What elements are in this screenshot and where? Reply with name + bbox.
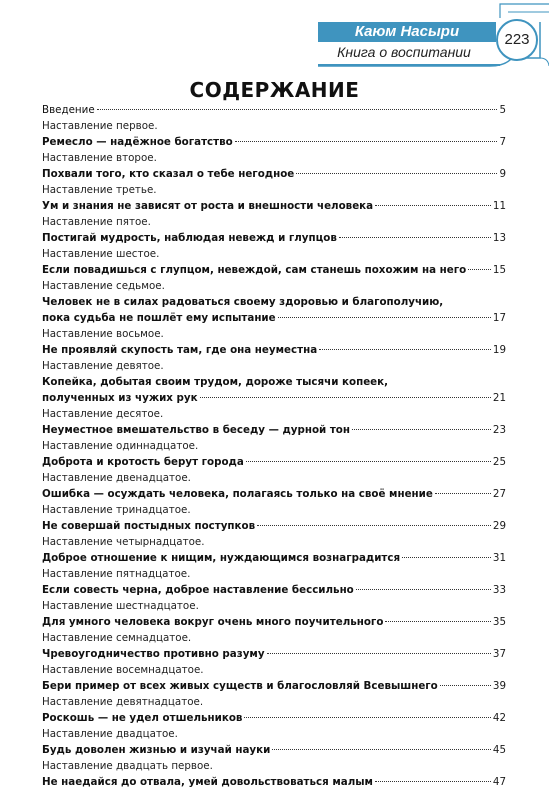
toc-entry-title: Не наедайся до отвала, умей довольствоваться малым	[42, 776, 373, 788]
toc-entry-title: Будь доволен жизнью и изучай науки	[42, 744, 271, 756]
toc-entry-label: Наставление двенадцатое.	[42, 472, 191, 484]
toc-entry-label: Наставление семнадцатое.	[42, 632, 192, 644]
toc-entry-title: Ошибка — осуждать человека, полагаясь только на своё мнение	[42, 488, 433, 500]
toc-entry-label: Наставление седьмое.	[42, 280, 165, 292]
dot-leader	[402, 557, 491, 558]
toc-entry-page: 42	[492, 712, 506, 724]
toc-entry-title: Не совершай постыдных поступков	[42, 520, 256, 532]
toc-entry-title-line1: Копейка, добытая своим трудом, дороже тысячи копеек,	[42, 376, 389, 388]
toc-entry-page: 45	[492, 744, 506, 756]
toc-entry-label: Наставление второе.	[42, 152, 157, 164]
dot-leader	[356, 589, 491, 590]
header-author: Каюм Насыри	[354, 23, 460, 40]
toc-entry[interactable]	[42, 534, 506, 566]
toc-entry-page: 9	[499, 168, 506, 180]
toc-entry-page: 29	[492, 520, 506, 532]
page-number: 223	[504, 31, 530, 48]
dot-leader	[278, 317, 491, 318]
toc-entry-page: 25	[492, 456, 506, 468]
toc-entry-title-line1: Человек не в силах радоваться своему здоровью и благополучию,	[42, 296, 444, 308]
toc-entry[interactable]	[42, 246, 506, 278]
toc-entry-label: Наставление восемнадцатое.	[42, 664, 204, 676]
toc-entry-page: 7	[499, 136, 506, 148]
toc-entry-title: Роскошь — не удел отшельников	[42, 712, 243, 724]
header-book-title: Книга о воспитании	[337, 44, 471, 60]
dot-leader	[385, 621, 490, 622]
toc-entry-label: Наставление пятое.	[42, 216, 151, 228]
dot-leader	[375, 205, 491, 206]
dot-leader	[468, 269, 491, 270]
page-title: СОДЕРЖАНИЕ	[189, 78, 360, 102]
toc-entry-label: Наставление шестое.	[42, 248, 160, 260]
toc-entry-label: Наставление девятнадцатое.	[42, 696, 204, 708]
toc-intro-title: Введение	[42, 104, 95, 116]
toc-entry-title: Похвали того, кто сказал о тебе негодное	[42, 168, 295, 180]
toc-entry[interactable]	[42, 502, 506, 534]
toc-entry-title: Ум и знания не зависят от роста и внешности человека	[42, 200, 374, 212]
toc-entry-title: Для умного человека вокруг очень много поучительного	[42, 616, 384, 628]
toc-entry[interactable]	[42, 358, 506, 406]
toc-entry[interactable]	[42, 630, 506, 662]
toc-entry-page: 33	[492, 584, 506, 596]
toc-entry-page: 13	[492, 232, 506, 244]
toc-entry[interactable]	[42, 150, 506, 182]
toc-entry-label: Наставление двадцатое.	[42, 728, 178, 740]
dot-leader	[272, 749, 491, 750]
toc-entry-page: 15	[492, 264, 506, 276]
toc-entry-label: Наставление двадцать первое.	[42, 760, 213, 772]
toc-entry[interactable]	[42, 566, 506, 598]
toc-entry-page: 37	[492, 648, 506, 660]
toc-entry-label: Наставление восьмое.	[42, 328, 164, 340]
toc-entries	[42, 118, 506, 790]
toc-entry[interactable]	[42, 118, 506, 150]
toc-entry-title: Ремесло — надёжное богатство	[42, 136, 233, 148]
toc-entry[interactable]	[42, 438, 506, 470]
dot-leader	[244, 717, 490, 718]
toc-intro[interactable]	[42, 102, 506, 118]
toc-entry-page: 11	[492, 200, 506, 212]
toc-entry[interactable]	[42, 278, 506, 326]
dot-leader	[246, 461, 491, 462]
toc-entry-title: Чревоугодничество противно разуму	[42, 648, 265, 660]
dot-leader	[435, 493, 491, 494]
dot-leader	[319, 349, 491, 350]
toc-entry-label: Наставление девятое.	[42, 360, 164, 372]
toc-entry-title: Неуместное вмешательство в беседу — дурной тон	[42, 424, 350, 436]
toc-entry-page: 35	[492, 616, 506, 628]
dot-leader	[200, 397, 491, 398]
toc-entry-page: 27	[492, 488, 506, 500]
toc-entry-title: Доброта и кротость берут города	[42, 456, 244, 468]
dot-leader	[296, 173, 497, 174]
toc-entry-page: 17	[492, 312, 506, 324]
header-underline	[318, 64, 500, 66]
toc-entry-label: Наставление третье.	[42, 184, 157, 196]
toc-entry[interactable]	[42, 598, 506, 630]
toc-entry-title: Доброе отношение к нищим, нуждающимся вознаградится	[42, 552, 401, 564]
toc-intro-page: 5	[499, 104, 506, 116]
dot-leader	[97, 109, 498, 110]
toc-entry-label: Наставление одиннадцатое.	[42, 440, 199, 452]
toc-entry-page: 31	[492, 552, 506, 564]
toc-entry-title: пока судьба не пошлёт ему испытание	[42, 312, 276, 324]
dot-leader	[339, 237, 491, 238]
dot-leader	[267, 653, 491, 654]
toc-entry-title: Бери пример от всех живых существ и благословляй Всевышнего	[42, 680, 438, 692]
table-of-contents	[42, 102, 506, 790]
dot-leader	[235, 141, 498, 142]
toc-entry[interactable]	[42, 214, 506, 246]
toc-entry[interactable]	[42, 182, 506, 214]
toc-entry-title: Постигай мудрость, наблюдая невежд и глупцов	[42, 232, 337, 244]
toc-entry-page: 47	[492, 776, 506, 788]
toc-entry[interactable]	[42, 326, 506, 358]
toc-entry[interactable]	[42, 694, 506, 726]
toc-entry-title: полученных из чужих рук	[42, 392, 198, 404]
dot-leader	[440, 685, 491, 686]
toc-entry-page: 23	[492, 424, 506, 436]
toc-entry-page: 39	[492, 680, 506, 692]
toc-entry-label: Наставление пятнадцатое.	[42, 568, 191, 580]
toc-entry-label: Наставление тринадцатое.	[42, 504, 191, 516]
toc-entry-page: 19	[492, 344, 506, 356]
toc-entry-title: Если совесть черна, доброе наставление бессильно	[42, 584, 354, 596]
toc-entry[interactable]	[42, 662, 506, 694]
toc-entry-title: Не проявляй скупость там, где она неуместна	[42, 344, 318, 356]
dot-leader	[352, 429, 491, 430]
toc-entry-title: Если повадишься с глупцом, невеждой, сам станешь похожим на него	[42, 264, 467, 276]
toc-entry-page: 21	[492, 392, 506, 404]
toc-entry[interactable]	[42, 726, 506, 758]
dot-leader	[375, 781, 491, 782]
dot-leader	[257, 525, 491, 526]
toc-entry[interactable]	[42, 406, 506, 438]
toc-entry[interactable]	[42, 470, 506, 502]
toc-entry-label: Наставление четырнадцатое.	[42, 536, 205, 548]
toc-entry-label: Наставление шестнадцатое.	[42, 600, 199, 612]
toc-entry-label: Наставление десятое.	[42, 408, 164, 420]
toc-entry[interactable]	[42, 758, 506, 790]
toc-entry-label: Наставление первое.	[42, 120, 158, 132]
